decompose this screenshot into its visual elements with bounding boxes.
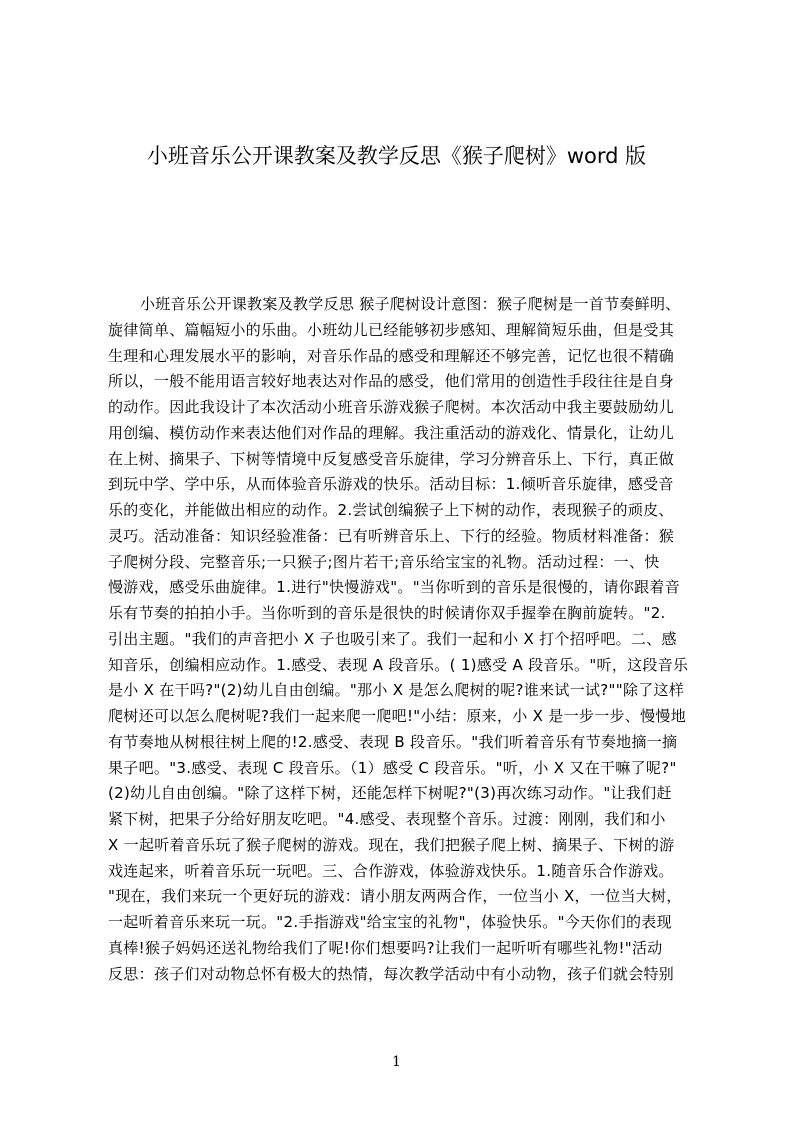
body-line: 戏连起来，听着音乐玩一玩吧。三、合作游戏，体验游戏快乐。1.随音乐合作游戏。 [108, 861, 674, 880]
body-line: "现在，我们来玩一个更好玩的游戏：请小朋友两两合作，一位当小 X，一位当大树， [108, 887, 682, 906]
body-line: 灵巧。活动准备：知识经验准备：已有听辨音乐上、下行的经验。物质材料准备：猴 [108, 526, 675, 545]
body-line: 是小 X 在干吗?"(2)幼儿自由创编。"那小 X 是怎么爬树的呢?谁来试一试?""除了这样 [108, 681, 685, 700]
body-line: 所以，一般不能用语言较好地表达对作品的感受，他们常用的创造性手段往往是自身 [108, 372, 675, 391]
page-number: 1 [392, 1054, 401, 1070]
body-line: 到玩中学、学中乐，从而体验音乐游戏的快乐。活动目标：1.倾听音乐旋律，感受音 [108, 475, 674, 494]
document-title: 小班音乐公开课教案及教学反思《猴子爬树》word 版 [146, 144, 647, 168]
body-line: 爬树还可以怎么爬树呢?我们一起来爬一爬吧!"小结：原来，小 X 是一步一步、慢慢地 [108, 707, 686, 725]
body-line: 乐的变化，并能做出相应的动作。2.尝试创编猴子上下树的动作，表现猴子的顽皮、 [108, 501, 674, 519]
body-line: 反思：孩子们对动物总怀有极大的热情，每次教学活动中有小动物，孩子们就会特别 [108, 964, 675, 983]
body-line: X 一起听着音乐玩了猴子爬树的游戏。现在，我们把猴子爬上树、摘果子、下树的游 [108, 835, 675, 854]
body-line: 果子吧。"3.感受、表现 C 段音乐。（1）感受 C 段音乐。"听，小 X 又在干嘛了呢?" [108, 758, 677, 777]
body-line: 知音乐，创编相应动作。1.感受、表现 A 段音乐。( 1)感受 A 段音乐。"听，这段音乐 [108, 655, 689, 674]
body-line: 慢游戏，感受乐曲旋律。1.进行"快慢游戏"。"当你听到的音乐是很慢的，请你跟着音 [108, 578, 681, 597]
body-line: 的动作。因此我设计了本次活动小班音乐游戏猴子爬树。本次活动中我主要鼓励幼儿 [108, 398, 675, 416]
body-line: 生理和心理发展水平的影响，对音乐作品的感受和理解还不够完善，记忆也很不精确 [108, 346, 675, 365]
body-line: 小班音乐公开课教案及教学反思 猴子爬树设计意图：猴子爬树是一首节奏鲜明、 [140, 295, 681, 313]
body-line: 真棒!猴子妈妈还送礼物给我们了呢!你们想要吗?让我们一起听听有哪些礼物!"活动 [108, 938, 663, 957]
body-line: 用创编、模仿动作来表达他们对作品的理解。我注重活动的游戏化、情景化，让幼儿 [108, 423, 675, 442]
document-body [108, 292, 698, 987]
body-line: 子爬树分段、完整音乐;一只猴子;图片若干;音乐给宝宝的礼物。活动过程：一、快 [108, 552, 660, 571]
body-line: 有节奏地从树根往树上爬的!2.感受、表现 B 段音乐。"我们听着音乐有节奏地摘一摘 [108, 732, 678, 751]
body-line: 旋律简单、篇幅短小的乐曲。小班幼儿已经能够初步感知、理解简短乐曲，但是受其 [108, 320, 675, 339]
body-line: 在上树、摘果子、下树等情境中反复感受音乐旋律，学习分辨音乐上、下行，真正做 [108, 449, 675, 468]
body-line: (2)幼儿自由创编。"除了这样下树，还能怎样下树呢?"(3)再次练习动作。"让我们赶 [108, 784, 672, 803]
body-line: 乐有节奏的拍拍小手。当你听到的音乐是很快的时候请你双手握拳在胸前旋转。"2. [108, 604, 666, 622]
body-line: 一起听着音乐来玩一玩。"2.手指游戏"给宝宝的礼物"，体验快乐。"今天你们的表现 [108, 913, 672, 931]
body-line: 紧下树，把果子分给好朋友吃吧。"4.感受、表现整个音乐。过渡：刚刚，我们和小 [108, 810, 666, 828]
body-line: 引出主题。"我们的声音把小 X 子也吸引来了。我们一起和小 X 打个招呼吧。二、感 [108, 629, 677, 648]
